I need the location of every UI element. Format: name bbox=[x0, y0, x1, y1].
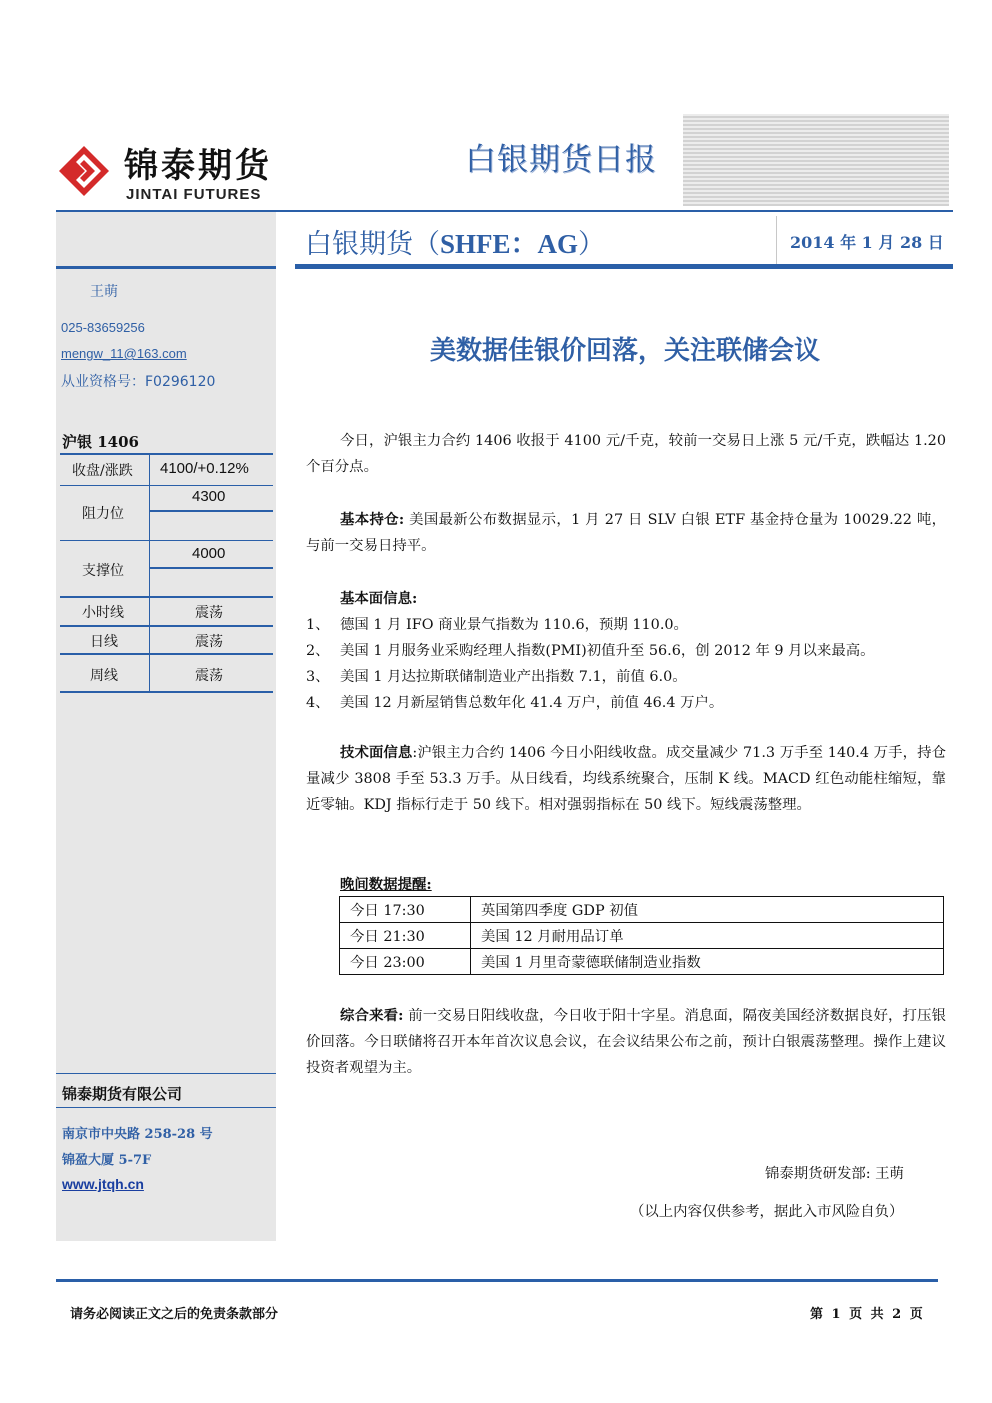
table-vertical-divider bbox=[149, 655, 150, 691]
table-row bbox=[340, 923, 944, 949]
weekly-label: 周线 bbox=[90, 668, 118, 684]
row-divider bbox=[60, 485, 273, 486]
logo-chinese-name: 锦泰期货 bbox=[124, 146, 272, 186]
analyst-name: 王萌 bbox=[90, 284, 118, 300]
event-name: 英国第四季度 GDP 初值 bbox=[471, 897, 944, 923]
resistance-label: 阻力位 bbox=[82, 506, 124, 522]
list-item-number: 4、 bbox=[306, 695, 330, 711]
list-item bbox=[306, 638, 946, 664]
resistance-value: 4300 bbox=[192, 488, 226, 505]
analyst-license: 从业资格号：F0296120 bbox=[61, 374, 216, 390]
holdings-paragraph bbox=[306, 507, 946, 559]
event-time: 今日 17:30 bbox=[340, 897, 471, 923]
event-time: 今日 21:30 bbox=[340, 923, 471, 949]
analyst-phone: 025-83659256 bbox=[61, 320, 145, 335]
event-time: 今日 23:00 bbox=[340, 949, 471, 975]
company-address-line1: 南京市中央路 258-28 号 bbox=[62, 1127, 213, 1142]
commodity-code: SHFE：AG bbox=[440, 229, 579, 259]
support-label: 支撑位 bbox=[82, 563, 124, 579]
holdings-label: 基本持仓: bbox=[340, 511, 405, 528]
row-divider bbox=[60, 596, 273, 598]
contract-name: 沪银 1406 bbox=[62, 433, 139, 451]
list-item-text: 美国 12 月新屋销售总数年化 41.4 万户，前值 46.4 万户。 bbox=[340, 695, 724, 711]
evening-data-table bbox=[339, 896, 944, 975]
header-divider bbox=[56, 210, 953, 212]
holdings-text: 美国最新公布数据显示，1 月 27 日 SLV 白银 ETF 基金持仓量为 10029.22 吨，与前一交易日持平。 bbox=[306, 512, 946, 554]
evening-data-label: 晚间数据提醒: bbox=[340, 876, 432, 893]
list-item-number: 2、 bbox=[306, 643, 330, 659]
weekly-trend: 震荡 bbox=[195, 668, 223, 684]
commodity-prefix: 白银期货（ bbox=[305, 229, 440, 260]
author-signature: 锦泰期货研发部: 王萌 bbox=[765, 1166, 904, 1182]
company-address-line2: 锦盈大厦 5-7F bbox=[62, 1153, 152, 1168]
summary-text: 前一交易日阳线收盘，今日收于阳十字星。消息面，隔夜美国经济数据良好，打压银价回落。今日联储将召开本年首次议息会议，在会议结果公布之前，预计白银震荡整理。操作上建议投资者观望为主。 bbox=[306, 1008, 947, 1076]
company-divider bbox=[56, 1073, 276, 1074]
company-divider bbox=[56, 1107, 276, 1108]
company-website-link[interactable]: www.jtqh.cn bbox=[62, 1176, 144, 1192]
company-name: 锦泰期货有限公司 bbox=[62, 1085, 183, 1103]
table-vertical-divider bbox=[149, 486, 150, 541]
hourly-label: 小时线 bbox=[82, 605, 124, 621]
value-divider bbox=[150, 567, 273, 569]
summary-paragraph bbox=[306, 1003, 946, 1081]
commodity-suffix: ） bbox=[578, 229, 606, 260]
report-date: 2014 年 1 月 28 日 bbox=[790, 233, 944, 252]
logo-icon bbox=[58, 145, 110, 197]
headline: 美数据佳银价回落，关注联储会议 bbox=[429, 336, 820, 366]
page-number: 第 1 页 共 2 页 bbox=[810, 1307, 923, 1322]
list-item-number: 3、 bbox=[306, 669, 330, 685]
analyst-email-link[interactable]: mengw_11@163.com bbox=[61, 346, 187, 361]
close-change-label: 收盘/涨跌 bbox=[72, 463, 133, 479]
list-item-text: 德国 1 月 IFO 商业景气指数为 110.6，预期 110.0。 bbox=[340, 617, 688, 633]
hourly-trend: 震荡 bbox=[195, 605, 223, 621]
support-value: 4000 bbox=[192, 545, 226, 562]
list-item-text: 美国 1 月服务业采购经理人指数(PMI)初值升至 56.6，创 2012 年 9 月以来最高。 bbox=[340, 643, 875, 659]
list-item-text: 美国 1 月达拉斯联储制造业产出指数 7.1，前值 6.0。 bbox=[340, 669, 687, 685]
table-vertical-divider bbox=[149, 598, 150, 625]
report-title-banner bbox=[683, 114, 949, 206]
contract-divider bbox=[60, 453, 273, 455]
footer-divider bbox=[56, 1279, 938, 1282]
list-item bbox=[306, 612, 946, 638]
daily-trend: 震荡 bbox=[195, 634, 223, 650]
row-divider bbox=[60, 653, 273, 655]
sidebar-top-divider bbox=[56, 266, 276, 269]
summary-label: 综合来看: bbox=[340, 1007, 404, 1024]
table-row bbox=[340, 949, 944, 975]
footer-disclaimer: 请务必阅读正文之后的免责条款部分 bbox=[70, 1307, 279, 1322]
close-change-value: 4100/+0.12% bbox=[160, 460, 249, 477]
table-vertical-divider bbox=[149, 455, 150, 485]
technical-label: 技术面信息 bbox=[340, 744, 413, 761]
daily-label: 日线 bbox=[90, 634, 118, 650]
event-name: 美国 1 月里奇蒙德联储制造业指数 bbox=[471, 949, 944, 975]
value-divider bbox=[150, 510, 273, 512]
fundamentals-label: 基本面信息: bbox=[340, 590, 418, 607]
event-name: 美国 12 月耐用品订单 bbox=[471, 923, 944, 949]
technical-text: :沪银主力合约 1406 今日小阳线收盘。成交量减少 71.3 万手至 140.4 万手，持仓量减少 3808 手至 53.3 万手。从日线看，均线系统聚合，压制 K 线。MACD 红色动能柱缩短，靠近零轴。KDJ 指标行走于 50 线下。相对强弱指标在 50 线下。短线震荡整理。 bbox=[306, 745, 946, 813]
main-header-divider bbox=[295, 264, 953, 269]
logo-english-name: JINTAI FUTURES bbox=[126, 186, 262, 203]
risk-note: （以上内容仅供参考，据此入市风险自负） bbox=[630, 1204, 904, 1220]
report-title: 白银期货日报 bbox=[465, 142, 657, 178]
table-row bbox=[340, 897, 944, 923]
row-divider bbox=[60, 540, 273, 541]
row-divider bbox=[60, 625, 273, 627]
commodity-title bbox=[305, 222, 605, 261]
list-item bbox=[306, 690, 946, 716]
row-divider bbox=[60, 691, 273, 693]
list-item-number: 1、 bbox=[306, 617, 330, 633]
list-item bbox=[306, 664, 946, 690]
table-vertical-divider bbox=[149, 627, 150, 653]
intro-paragraph: 今日，沪银主力合约 1406 收报于 4100 元/千克，较前一交易日上涨 5 元/千克，跌幅达 1.20 个百分点。 bbox=[306, 433, 946, 475]
technical-paragraph bbox=[306, 740, 946, 818]
